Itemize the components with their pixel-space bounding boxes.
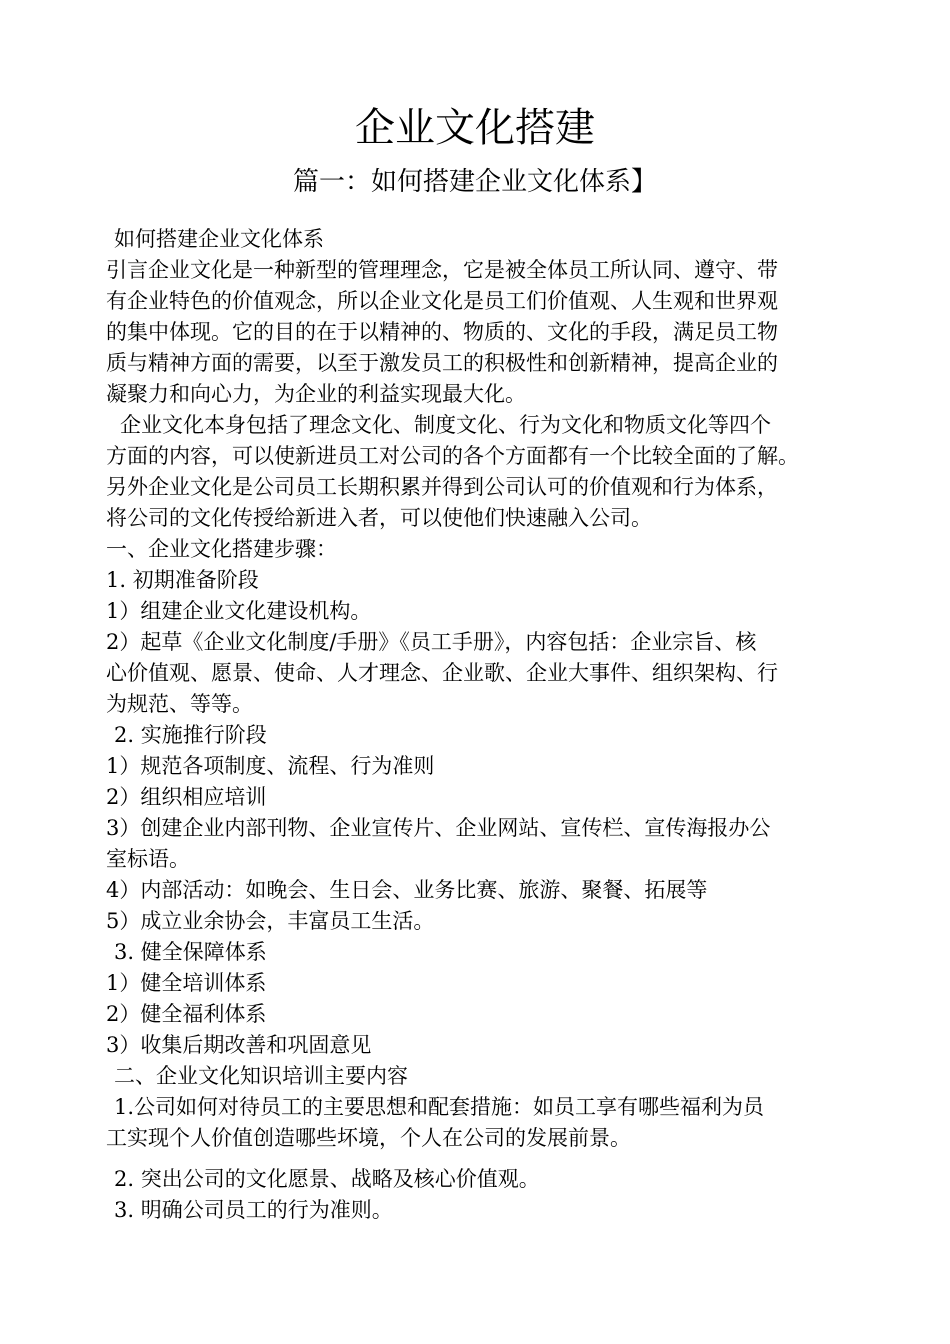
list-item: 5）成立业余协会，丰富员工生活。	[106, 909, 435, 933]
list-item: 2. 突出公司的文化愿景、战略及核心价值观。	[114, 1167, 540, 1191]
list-item: 心价值观、愿景、使命、人才理念、企业歌、企业大事件、组织架构、行	[106, 661, 778, 685]
body-line: 另外企业文化是公司员工长期积累并得到公司认可的价值观和行为体系，	[106, 475, 778, 499]
list-item: 3）收集后期改善和巩固意见	[106, 1033, 372, 1057]
list-item: 3）创建企业内部刊物、企业宣传片、企业网站、宣传栏、宣传海报办公	[106, 816, 771, 840]
list-item: 2）健全福利体系	[106, 1002, 267, 1026]
body-line: 凝聚力和向心力，为企业的利益实现最大化。	[106, 382, 526, 406]
list-item: 1）健全培训体系	[106, 971, 267, 995]
list-item: 1）组建企业文化建设机构。	[106, 599, 372, 623]
list-item: 3. 明确公司员工的行为准则。	[114, 1198, 393, 1222]
body-line: 质与精神方面的需要，以至于激发员工的积极性和创新精神，提高企业的	[106, 351, 778, 375]
list-item: 室标语。	[106, 847, 190, 871]
list-item: 工实现个人价值创造哪些坏境，个人在公司的发展前景。	[106, 1126, 631, 1150]
list-item: 4）内部活动：如晚会、生日会、业务比赛、旅游、聚餐、拓展等	[106, 878, 708, 902]
list-item: 为规范、等等。	[106, 692, 253, 716]
list-item: 1.公司如何对待员工的主要思想和配套措施：如员工享有哪些福利为员	[114, 1095, 765, 1119]
section-heading: 二、企业文化知识培训主要内容	[114, 1064, 408, 1088]
body-line: 如何搭建企业文化体系	[114, 227, 324, 251]
body-line: 的集中体现。它的目的在于以精神的、物质的、文化的手段，满足员工物	[106, 320, 778, 344]
document-body	[106, 224, 876, 1226]
list-item: 2）组织相应培训	[106, 785, 267, 809]
document-subtitle: 篇一：如何搭建企业文化体系】	[292, 167, 657, 197]
list-heading: 3. 健全保障体系	[114, 940, 267, 964]
document-title: 企业文化搭建	[355, 105, 595, 151]
list-heading: 2. 实施推行阶段	[114, 723, 267, 747]
body-line: 企业文化本身包括了理念文化、制度文化、行为文化和物质文化等四个	[120, 413, 771, 437]
list-item: 2）起草《企业文化制度/手册》《员工手册》，内容包括：企业宗旨、核	[106, 630, 757, 654]
body-line: 方面的内容，可以使新进员工对公司的各个方面都有一个比较全面的了解。	[106, 444, 799, 468]
section-heading: 一、企业文化搭建步骤：	[106, 537, 337, 561]
list-heading: 1. 初期准备阶段	[106, 568, 259, 592]
list-item: 1）规范各项制度、流程、行为准则	[106, 754, 435, 778]
body-line: 引言企业文化是一种新型的管理理念，它是被全体员工所认同、遵守、带	[106, 258, 778, 282]
body-line: 有企业特色的价值观念，所以企业文化是员工们价值观、人生观和世界观	[106, 289, 778, 313]
body-line: 将公司的文化传授给新进入者，可以使他们快速融入公司。	[106, 506, 652, 530]
